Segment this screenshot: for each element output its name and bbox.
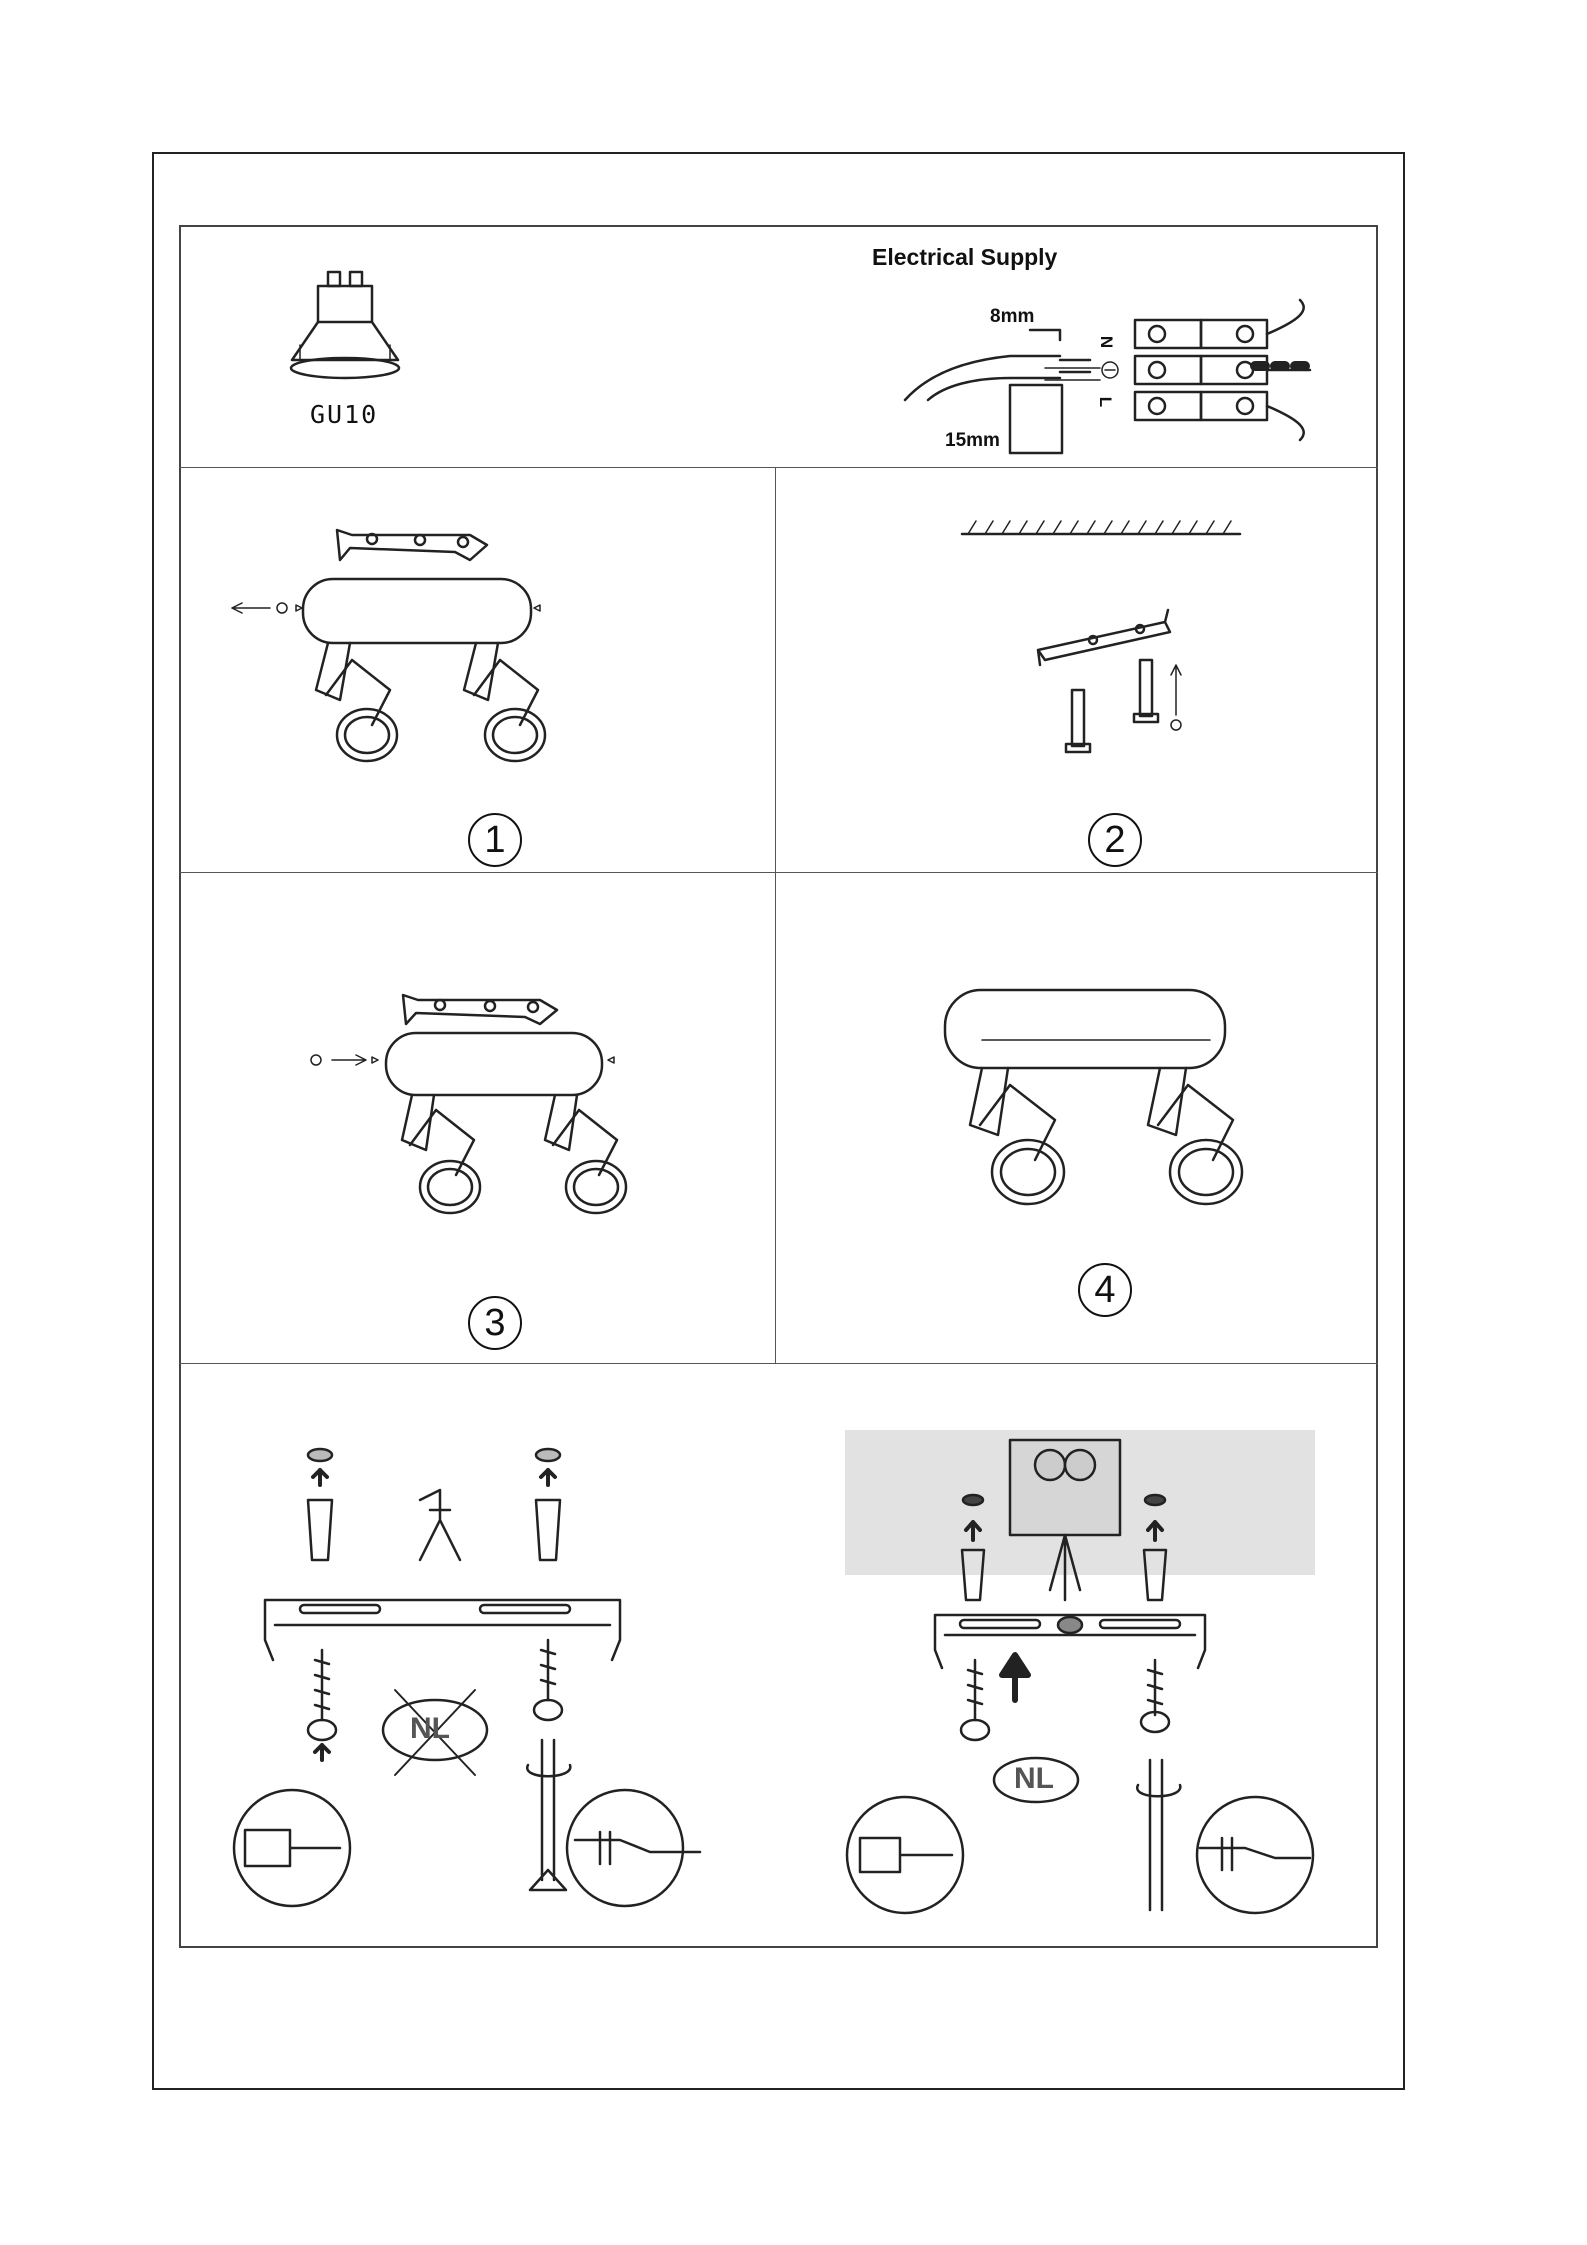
strip-length: 8mm xyxy=(990,306,1035,327)
step3-drawing xyxy=(311,995,626,1213)
nl-badge: NL xyxy=(1014,1762,1054,1795)
wire-n-label: N xyxy=(1097,335,1117,349)
nl-badge-crossed: NL xyxy=(410,1712,450,1745)
step4-drawing xyxy=(945,990,1242,1204)
wire-l-label: L xyxy=(1096,396,1116,408)
step-4-number: 4 xyxy=(1078,1263,1132,1317)
gu10-bulb-icon xyxy=(291,272,399,378)
mounting-left-drawing xyxy=(234,1449,700,1906)
step-1-number: 1 xyxy=(468,813,522,867)
bulb-label: GU10 xyxy=(310,400,379,429)
step-3-number: 3 xyxy=(468,1296,522,1350)
mounting-right-drawing xyxy=(845,1430,1315,1913)
sheath-length: 15mm xyxy=(945,430,1000,451)
supply-title: Electrical Supply xyxy=(872,244,1058,270)
step2-drawing xyxy=(962,521,1240,752)
step-2-number: 2 xyxy=(1088,813,1142,867)
step1-drawing xyxy=(232,530,545,761)
